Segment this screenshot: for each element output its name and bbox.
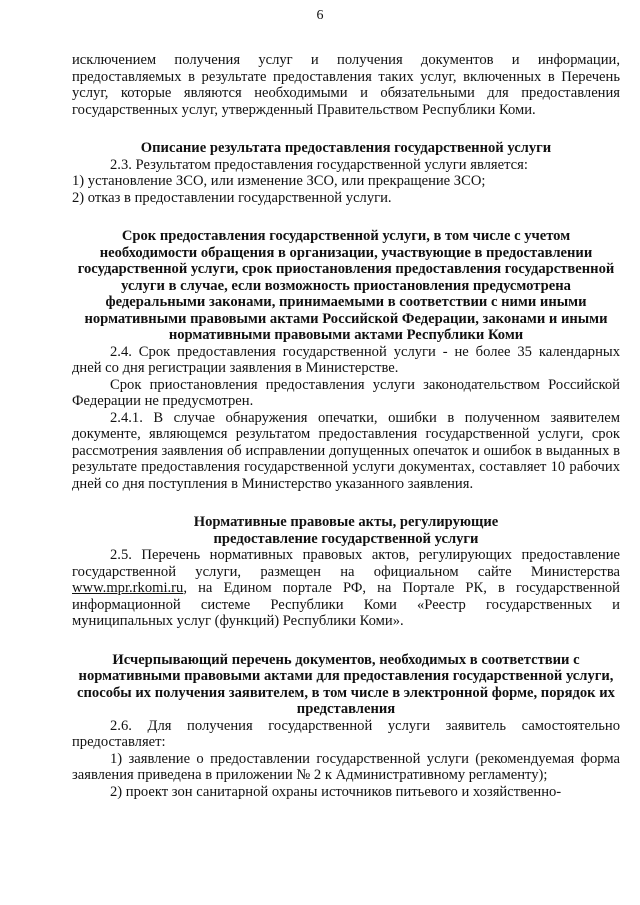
heading-term: Срок предоставления государственной услуги, в том числе с учетом необходимости обращения в организации, участвующие в предоставлении государственной услуги, срок приостановления предоставления государственной услуги в случае, если возможность приостановления предусмотрена федеральными законами, принимаемыми в соответствии с ними иными нормативными правовыми актами Российской Федерации, законами и иными нормативными правовыми актами Республики Коми: [77, 228, 615, 343]
paragraph-2-3-item-1: 1) установление ЗСО, или изменение ЗСО, или прекращение ЗСО;: [72, 173, 486, 189]
heading-acts-line-2: предоставление государственной услуги: [213, 530, 479, 547]
paragraph-2-3: 2.3. Результатом предоставления государственной услуги является:: [110, 156, 528, 173]
page-number: 6: [316, 8, 324, 23]
heading-result: Описание результата предоставления государственной услуги: [140, 140, 552, 156]
intro-paragraph: исключением получения услуг и получения документов и информации, предоставляемых в результате предоставления таких услуг, включенных в Перечень услуг, которые являются необходимыми и обязательными для предоставления государственных услуг, утвержденный Правительством Республики Коми.: [72, 52, 620, 118]
paragraph-2-6: 2.6. Для получения государственной услуги заявитель самостоятельно предоставляет:: [72, 717, 620, 750]
heading-documents: Исчерпывающий перечень документов, необходимых в соответствии с нормативными правовыми актами для предоставления государственной услуги, способы их получения заявителем, в том числе в электронной форме, порядок их представления: [77, 651, 615, 717]
paragraph-2-5-text-a: 2.5. Перечень нормативных правовых актов, регулирующих предоставление государственной услуги, размещен на официальном сайте Министерства: [72, 547, 620, 580]
paragraph-2-4: 2.4. Срок предоставления государственной услуги - не более 35 календарных дней со дня регистрации заявления в Министерстве.: [72, 343, 620, 376]
paragraph-2-4-suspension: Срок приостановления предоставления услуги законодательством Российской Федерации не предусмотрен.: [72, 376, 620, 409]
heading-acts-line-1: Нормативные правовые акты, регулирующие: [193, 514, 499, 530]
document-body: [72, 52, 620, 800]
paragraph-2-5: [72, 547, 620, 630]
paragraph-2-5-text-b: , на Едином портале РФ, на Портале РК, в государственной информационной системе Республики Коми «Реестр государственных и муниципальных услуг (функций) Республики Коми».: [72, 580, 620, 629]
paragraph-2-6-item-2: 2) проект зон санитарной охраны источников питьевого и хозяйственно-: [110, 783, 562, 800]
ministry-website-link[interactable]: www.mpr.rkomi.ru: [72, 580, 184, 596]
paragraph-2-3-item-2: 2) отказ в предоставлении государственной услуги.: [72, 189, 392, 206]
paragraph-2-6-item-1: 1) заявление о предоставлении государственной услуги (рекомендуемая форма заявления приведена в приложении № 2 к Административному регламенту);: [72, 750, 620, 783]
paragraph-2-4-1: 2.4.1. В случае обнаружения опечатки, ошибки в полученном заявителем документе, являющемся результатом предоставления государственной услуги, срок рассмотрения заявления об исправлении допущенных опечаток и ошибок в выданных в результате предоставления государственной услуги документах, составляет 10 рабочих дней со дня поступления в Министерство указанного заявления.: [72, 409, 620, 492]
